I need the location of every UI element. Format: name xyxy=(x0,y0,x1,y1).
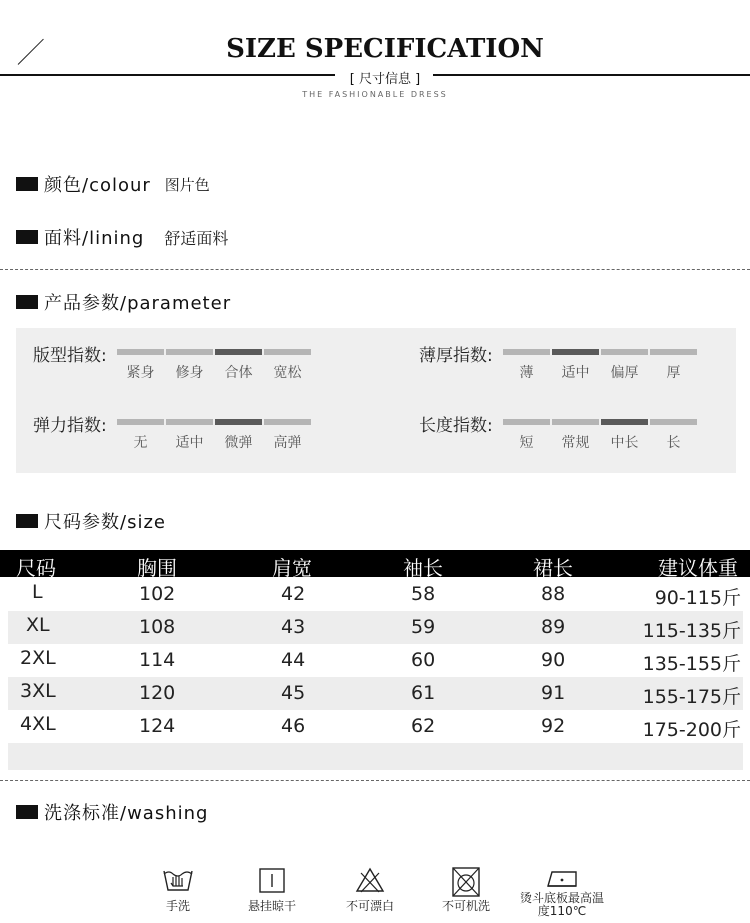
cell-bust: 120 xyxy=(139,682,176,704)
table-row xyxy=(8,578,743,611)
page-tagline: THE FASHIONABLE DRESS xyxy=(302,90,448,99)
thickness-index-options xyxy=(503,362,697,382)
cell-shoulder: 42 xyxy=(281,583,306,605)
length-index-options xyxy=(503,432,697,452)
cell-size: 2XL xyxy=(20,647,56,669)
cell-length: 90 xyxy=(541,649,566,671)
cell-size: L xyxy=(32,581,43,603)
cell-size: 3XL xyxy=(20,680,56,702)
elasticity-index-label: 弹力指数: xyxy=(33,416,107,436)
col-header-bust: 胸围 xyxy=(137,556,177,580)
index-segment xyxy=(215,419,262,425)
cell-weight: 175-200斤 xyxy=(642,719,741,741)
wash-item-hang-dry xyxy=(232,866,312,913)
colour-value: 图片色 xyxy=(164,175,210,194)
page-subtitle xyxy=(0,68,750,87)
section-marker xyxy=(16,514,38,528)
index-segment xyxy=(215,349,262,355)
cell-length: 88 xyxy=(541,583,566,605)
cell-sleeve: 58 xyxy=(411,583,436,605)
index-segment xyxy=(117,419,164,425)
index-option: 短 xyxy=(519,435,534,451)
index-segment xyxy=(503,349,550,355)
elasticity-index-bar xyxy=(117,419,311,425)
parameter-heading xyxy=(16,291,231,313)
fit-index-bar xyxy=(117,349,311,355)
index-option: 高弹 xyxy=(273,435,302,451)
table-row xyxy=(8,611,743,644)
index-option: 合体 xyxy=(224,365,253,381)
hand-wash-icon xyxy=(161,866,195,894)
no-bleach-icon xyxy=(353,866,387,894)
index-segment xyxy=(503,419,550,425)
section-marker xyxy=(16,295,38,309)
cell-sleeve: 60 xyxy=(411,649,436,671)
index-segment xyxy=(650,349,697,355)
table-row-empty xyxy=(8,743,743,770)
section-marker xyxy=(16,805,38,819)
cell-weight: 135-155斤 xyxy=(642,653,741,675)
cell-bust: 102 xyxy=(139,583,176,605)
page-subtitle-text: [ 尺寸信息 ] xyxy=(344,72,426,87)
lining-label: 面料/lining xyxy=(44,228,145,249)
colour-label: 颜色/colour xyxy=(44,175,151,196)
wash-label: 烫斗底板最高温度110℃ xyxy=(520,891,605,918)
colour-row xyxy=(16,173,210,195)
index-segment xyxy=(552,419,599,425)
col-header-size: 尺码 xyxy=(16,556,56,580)
cell-shoulder: 45 xyxy=(281,682,306,704)
index-option: 适中 xyxy=(561,365,590,381)
index-segment xyxy=(264,419,311,425)
cell-weight: 155-175斤 xyxy=(642,686,741,708)
lining-row xyxy=(16,226,228,248)
index-option: 适中 xyxy=(175,435,204,451)
index-option: 微弹 xyxy=(224,435,253,451)
cell-bust: 108 xyxy=(139,616,176,638)
size-table-header xyxy=(0,550,750,580)
wash-item-hand-wash xyxy=(138,866,218,913)
index-segment xyxy=(166,349,213,355)
hang-dry-icon xyxy=(255,866,289,894)
col-header-sleeve: 袖长 xyxy=(403,556,443,580)
table-row xyxy=(8,644,743,677)
iron-icon xyxy=(544,866,580,890)
section-marker xyxy=(16,177,38,191)
cell-size: XL xyxy=(26,614,50,636)
col-header-length: 裙长 xyxy=(533,556,573,580)
cell-weight: 90-115斤 xyxy=(654,587,741,609)
index-option: 宽松 xyxy=(273,365,302,381)
col-header-shoulder: 肩宽 xyxy=(272,556,312,580)
cell-weight: 115-135斤 xyxy=(642,620,741,642)
length-index-label: 长度指数: xyxy=(419,416,493,436)
index-segment xyxy=(650,419,697,425)
thickness-index-bar xyxy=(503,349,697,355)
wash-item-iron xyxy=(520,866,604,918)
thickness-index-label: 薄厚指数: xyxy=(419,346,493,366)
cell-bust: 114 xyxy=(139,649,176,671)
cell-length: 91 xyxy=(541,682,566,704)
index-option: 修身 xyxy=(175,365,204,381)
no-machine-wash-icon xyxy=(449,866,483,898)
wash-label: 不可机洗 xyxy=(441,899,490,913)
table-row xyxy=(8,677,743,710)
fit-index-label: 版型指数: xyxy=(33,346,107,366)
fit-index-options xyxy=(117,362,311,382)
index-option: 常规 xyxy=(561,435,590,451)
index-option: 薄 xyxy=(519,365,534,381)
index-segment xyxy=(601,419,648,425)
index-segment xyxy=(601,349,648,355)
wash-item-no-bleach xyxy=(330,866,410,913)
wash-label: 悬挂晾干 xyxy=(247,899,296,913)
index-segment xyxy=(166,419,213,425)
cell-size: 4XL xyxy=(20,713,56,735)
index-segment xyxy=(117,349,164,355)
wash-label: 手洗 xyxy=(165,899,190,913)
cell-shoulder: 43 xyxy=(281,616,306,638)
index-option: 偏厚 xyxy=(610,365,639,381)
cell-sleeve: 61 xyxy=(411,682,436,704)
index-option: 中长 xyxy=(610,435,639,451)
cell-shoulder: 46 xyxy=(281,715,306,737)
size-heading xyxy=(16,510,166,532)
index-segment xyxy=(552,349,599,355)
cell-sleeve: 59 xyxy=(411,616,436,638)
cell-bust: 124 xyxy=(139,715,176,737)
cell-sleeve: 62 xyxy=(411,715,436,737)
index-option: 长 xyxy=(666,435,681,451)
size-label: 尺码参数/size xyxy=(44,512,166,533)
wash-item-no-machine-wash xyxy=(426,866,506,913)
washing-heading xyxy=(16,801,208,823)
index-segment xyxy=(264,349,311,355)
index-option: 紧身 xyxy=(126,365,155,381)
cell-shoulder: 44 xyxy=(281,649,306,671)
section-marker xyxy=(16,230,38,244)
divider xyxy=(0,780,750,781)
parameter-label: 产品参数/parameter xyxy=(44,293,232,314)
elasticity-index-options xyxy=(117,432,311,452)
divider xyxy=(0,269,750,270)
washing-label: 洗涤标准/washing xyxy=(44,803,209,824)
cell-length: 92 xyxy=(541,715,566,737)
wash-label: 不可漂白 xyxy=(345,899,394,913)
col-header-weight: 建议体重 xyxy=(658,556,738,580)
length-index-bar xyxy=(503,419,697,425)
index-option: 厚 xyxy=(666,365,681,381)
cell-length: 89 xyxy=(541,616,566,638)
lining-value: 舒适面料 xyxy=(164,228,229,248)
index-option: 无 xyxy=(133,435,148,451)
page-title: SIZE SPECIFICATION xyxy=(226,34,544,64)
table-row xyxy=(8,710,743,743)
